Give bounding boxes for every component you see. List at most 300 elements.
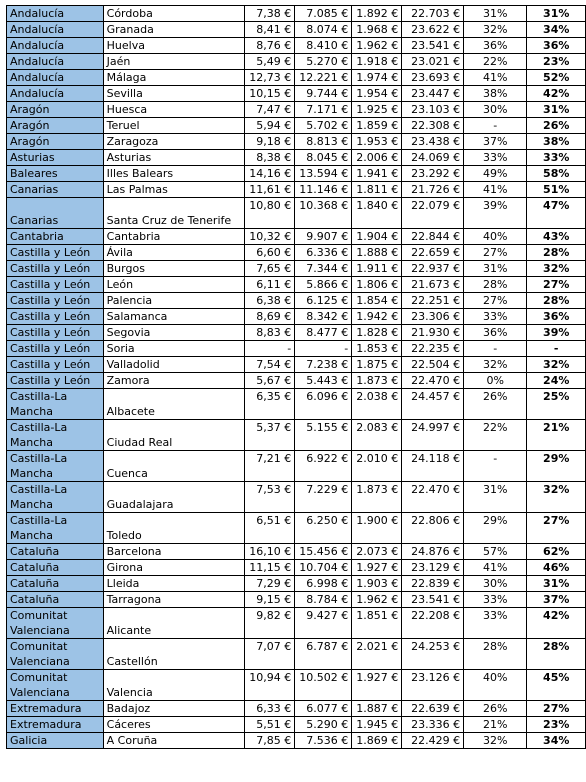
province-cell: Cáceres bbox=[103, 717, 245, 733]
annual-price-cell: 6.250 € bbox=[295, 513, 352, 544]
region-cell: Andalucía bbox=[7, 6, 104, 22]
annual-salary-cell: 22.806 € bbox=[402, 513, 464, 544]
hourly-price-cell: 10,15 € bbox=[245, 86, 295, 102]
annual-salary-cell: 24.876 € bbox=[402, 544, 464, 560]
table-body bbox=[7, 6, 586, 749]
monthly-salary-cell: 1.806 € bbox=[352, 277, 402, 293]
percent-cell: 57% bbox=[464, 544, 527, 560]
annual-price-cell: 7.085 € bbox=[295, 6, 352, 22]
region-cell: Aragón bbox=[7, 102, 104, 118]
table-row bbox=[7, 22, 586, 38]
percent-bold-cell: 31% bbox=[527, 576, 586, 592]
annual-price-cell: 8.074 € bbox=[295, 22, 352, 38]
region-cell: Castilla-La Mancha bbox=[7, 482, 104, 513]
hourly-price-cell: 7,65 € bbox=[245, 261, 295, 277]
percent-bold-cell: 47% bbox=[527, 198, 586, 229]
percent-cell: 40% bbox=[464, 670, 527, 701]
monthly-salary-cell: 1.875 € bbox=[352, 357, 402, 373]
region-cell: Cataluña bbox=[7, 592, 104, 608]
table-row bbox=[7, 670, 586, 701]
percent-cell: 37% bbox=[464, 134, 527, 150]
hourly-price-cell: 7,21 € bbox=[245, 451, 295, 482]
table-row bbox=[7, 608, 586, 639]
region-cell: Canarias bbox=[7, 198, 104, 229]
table-row bbox=[7, 6, 586, 22]
percent-bold-cell: 25% bbox=[527, 389, 586, 420]
annual-price-cell: 6.998 € bbox=[295, 576, 352, 592]
annual-price-cell: 8.342 € bbox=[295, 309, 352, 325]
province-cell: Córdoba bbox=[103, 6, 245, 22]
annual-salary-cell: 23.447 € bbox=[402, 86, 464, 102]
table-row bbox=[7, 245, 586, 261]
annual-price-cell: 5.866 € bbox=[295, 277, 352, 293]
percent-cell: 27% bbox=[464, 245, 527, 261]
region-cell: Galicia bbox=[7, 733, 104, 749]
monthly-salary-cell: 1.840 € bbox=[352, 198, 402, 229]
percent-bold-cell: 23% bbox=[527, 54, 586, 70]
region-cell: Andalucía bbox=[7, 70, 104, 86]
region-cell: Castilla y León bbox=[7, 293, 104, 309]
region-cell: Castilla y León bbox=[7, 373, 104, 389]
percent-bold-cell: 33% bbox=[527, 150, 586, 166]
annual-salary-cell: 22.703 € bbox=[402, 6, 464, 22]
province-cell: Zaragoza bbox=[103, 134, 245, 150]
annual-salary-cell: 23.622 € bbox=[402, 22, 464, 38]
monthly-salary-cell: 1.942 € bbox=[352, 309, 402, 325]
region-cell: Aragón bbox=[7, 134, 104, 150]
hourly-price-cell: 5,67 € bbox=[245, 373, 295, 389]
percent-bold-cell: 37% bbox=[527, 592, 586, 608]
province-cell: Teruel bbox=[103, 118, 245, 134]
annual-salary-cell: 22.470 € bbox=[402, 482, 464, 513]
province-cell: Huelva bbox=[103, 38, 245, 54]
region-cell: Castilla y León bbox=[7, 341, 104, 357]
annual-salary-cell: 22.079 € bbox=[402, 198, 464, 229]
monthly-salary-cell: 1.927 € bbox=[352, 560, 402, 576]
monthly-salary-cell: 2.073 € bbox=[352, 544, 402, 560]
percent-bold-cell: 45% bbox=[527, 670, 586, 701]
percent-cell: 33% bbox=[464, 592, 527, 608]
province-cell: Lleida bbox=[103, 576, 245, 592]
hourly-price-cell: 16,10 € bbox=[245, 544, 295, 560]
annual-price-cell: 5.270 € bbox=[295, 54, 352, 70]
monthly-salary-cell: 1.911 € bbox=[352, 261, 402, 277]
province-table bbox=[6, 5, 586, 749]
hourly-price-cell: 10,94 € bbox=[245, 670, 295, 701]
annual-salary-cell: 23.693 € bbox=[402, 70, 464, 86]
region-cell: Castilla y León bbox=[7, 357, 104, 373]
region-cell: Castilla y León bbox=[7, 325, 104, 341]
hourly-price-cell: 5,51 € bbox=[245, 717, 295, 733]
table-row bbox=[7, 134, 586, 150]
percent-bold-cell: 27% bbox=[527, 513, 586, 544]
annual-price-cell: 9.907 € bbox=[295, 229, 352, 245]
monthly-salary-cell: 1.918 € bbox=[352, 54, 402, 70]
table-row bbox=[7, 277, 586, 293]
monthly-salary-cell: 1.962 € bbox=[352, 38, 402, 54]
table-row bbox=[7, 182, 586, 198]
region-cell: Aragón bbox=[7, 118, 104, 134]
annual-salary-cell: 23.292 € bbox=[402, 166, 464, 182]
percent-cell: - bbox=[464, 451, 527, 482]
annual-price-cell: 12.221 € bbox=[295, 70, 352, 86]
percent-cell: 0% bbox=[464, 373, 527, 389]
percent-cell: 22% bbox=[464, 54, 527, 70]
hourly-price-cell: 6,33 € bbox=[245, 701, 295, 717]
hourly-price-cell: 8,69 € bbox=[245, 309, 295, 325]
percent-bold-cell: 36% bbox=[527, 38, 586, 54]
table-row bbox=[7, 261, 586, 277]
table-row bbox=[7, 118, 586, 134]
percent-cell: 39% bbox=[464, 198, 527, 229]
hourly-price-cell: 7,54 € bbox=[245, 357, 295, 373]
monthly-salary-cell: 1.945 € bbox=[352, 717, 402, 733]
monthly-salary-cell: 2.021 € bbox=[352, 639, 402, 670]
region-cell: Castilla y León bbox=[7, 261, 104, 277]
annual-salary-cell: 23.129 € bbox=[402, 560, 464, 576]
table-row bbox=[7, 544, 586, 560]
percent-cell: 30% bbox=[464, 576, 527, 592]
annual-salary-cell: 23.306 € bbox=[402, 309, 464, 325]
region-cell: Baleares bbox=[7, 166, 104, 182]
table-row bbox=[7, 229, 586, 245]
annual-price-cell: 5.443 € bbox=[295, 373, 352, 389]
percent-bold-cell: 24% bbox=[527, 373, 586, 389]
percent-cell: 31% bbox=[464, 261, 527, 277]
annual-salary-cell: 22.937 € bbox=[402, 261, 464, 277]
percent-bold-cell: 42% bbox=[527, 86, 586, 102]
province-cell: Valladolid bbox=[103, 357, 245, 373]
percent-cell: 33% bbox=[464, 309, 527, 325]
province-cell: Palencia bbox=[103, 293, 245, 309]
province-cell: Burgos bbox=[103, 261, 245, 277]
annual-price-cell: 8.784 € bbox=[295, 592, 352, 608]
annual-salary-cell: 22.251 € bbox=[402, 293, 464, 309]
percent-cell: 33% bbox=[464, 608, 527, 639]
percent-cell: 27% bbox=[464, 293, 527, 309]
region-cell: Cantabria bbox=[7, 229, 104, 245]
percent-bold-cell: 26% bbox=[527, 118, 586, 134]
annual-salary-cell: 23.336 € bbox=[402, 717, 464, 733]
hourly-price-cell: 6,35 € bbox=[245, 389, 295, 420]
annual-price-cell: 7.536 € bbox=[295, 733, 352, 749]
percent-cell: 29% bbox=[464, 513, 527, 544]
annual-price-cell: 7.171 € bbox=[295, 102, 352, 118]
annual-salary-cell: 22.470 € bbox=[402, 373, 464, 389]
percent-cell: 22% bbox=[464, 420, 527, 451]
table-row bbox=[7, 70, 586, 86]
monthly-salary-cell: 1.927 € bbox=[352, 670, 402, 701]
monthly-salary-cell: 2.038 € bbox=[352, 389, 402, 420]
monthly-salary-cell: 1.904 € bbox=[352, 229, 402, 245]
monthly-salary-cell: 1.968 € bbox=[352, 22, 402, 38]
table-row bbox=[7, 293, 586, 309]
percent-bold-cell: 21% bbox=[527, 420, 586, 451]
region-cell: Castilla-La Mancha bbox=[7, 389, 104, 420]
hourly-price-cell: 5,37 € bbox=[245, 420, 295, 451]
annual-price-cell: - bbox=[295, 341, 352, 357]
hourly-price-cell: 10,32 € bbox=[245, 229, 295, 245]
region-cell: Asturias bbox=[7, 150, 104, 166]
percent-cell: 41% bbox=[464, 70, 527, 86]
annual-price-cell: 5.290 € bbox=[295, 717, 352, 733]
hourly-price-cell: 7,07 € bbox=[245, 639, 295, 670]
monthly-salary-cell: 1.811 € bbox=[352, 182, 402, 198]
annual-price-cell: 10.704 € bbox=[295, 560, 352, 576]
percent-cell: 26% bbox=[464, 701, 527, 717]
region-cell: Cataluña bbox=[7, 576, 104, 592]
monthly-salary-cell: 1.854 € bbox=[352, 293, 402, 309]
table-row bbox=[7, 592, 586, 608]
hourly-price-cell: 7,47 € bbox=[245, 102, 295, 118]
percent-cell: 36% bbox=[464, 38, 527, 54]
percent-cell: 41% bbox=[464, 560, 527, 576]
monthly-salary-cell: 1.925 € bbox=[352, 102, 402, 118]
table-row bbox=[7, 150, 586, 166]
monthly-salary-cell: 2.083 € bbox=[352, 420, 402, 451]
table-row bbox=[7, 357, 586, 373]
annual-price-cell: 6.336 € bbox=[295, 245, 352, 261]
annual-salary-cell: 24.069 € bbox=[402, 150, 464, 166]
percent-bold-cell: 32% bbox=[527, 357, 586, 373]
annual-salary-cell: 23.438 € bbox=[402, 134, 464, 150]
region-cell: Andalucía bbox=[7, 86, 104, 102]
annual-salary-cell: 24.253 € bbox=[402, 639, 464, 670]
percent-bold-cell: 29% bbox=[527, 451, 586, 482]
province-cell: Badajoz bbox=[103, 701, 245, 717]
annual-salary-cell: 23.541 € bbox=[402, 38, 464, 54]
percent-bold-cell: 38% bbox=[527, 134, 586, 150]
annual-price-cell: 11.146 € bbox=[295, 182, 352, 198]
percent-cell: 32% bbox=[464, 733, 527, 749]
monthly-salary-cell: 1.869 € bbox=[352, 733, 402, 749]
annual-salary-cell: 23.103 € bbox=[402, 102, 464, 118]
province-cell: A Coruña bbox=[103, 733, 245, 749]
province-cell: Illes Balears bbox=[103, 166, 245, 182]
region-cell: Extremadura bbox=[7, 701, 104, 717]
monthly-salary-cell: 1.851 € bbox=[352, 608, 402, 639]
annual-price-cell: 8.813 € bbox=[295, 134, 352, 150]
percent-cell: 28% bbox=[464, 277, 527, 293]
monthly-salary-cell: 1.962 € bbox=[352, 592, 402, 608]
annual-price-cell: 6.096 € bbox=[295, 389, 352, 420]
annual-salary-cell: 22.504 € bbox=[402, 357, 464, 373]
province-cell: Málaga bbox=[103, 70, 245, 86]
province-cell: Valencia bbox=[103, 670, 245, 701]
percent-cell: 49% bbox=[464, 166, 527, 182]
province-cell: Cuenca bbox=[103, 451, 245, 482]
hourly-price-cell: 9,82 € bbox=[245, 608, 295, 639]
percent-bold-cell: 43% bbox=[527, 229, 586, 245]
annual-price-cell: 6.125 € bbox=[295, 293, 352, 309]
percent-bold-cell: 42% bbox=[527, 608, 586, 639]
annual-salary-cell: 22.308 € bbox=[402, 118, 464, 134]
annual-salary-cell: 22.235 € bbox=[402, 341, 464, 357]
hourly-price-cell: 6,38 € bbox=[245, 293, 295, 309]
hourly-price-cell: 5,49 € bbox=[245, 54, 295, 70]
annual-price-cell: 7.344 € bbox=[295, 261, 352, 277]
table-row bbox=[7, 482, 586, 513]
annual-price-cell: 5.702 € bbox=[295, 118, 352, 134]
percent-cell: 21% bbox=[464, 717, 527, 733]
monthly-salary-cell: 1.887 € bbox=[352, 701, 402, 717]
hourly-price-cell: 6,60 € bbox=[245, 245, 295, 261]
province-cell: Santa Cruz de Tenerife bbox=[103, 198, 245, 229]
percent-bold-cell: 23% bbox=[527, 717, 586, 733]
region-cell: Castilla y León bbox=[7, 277, 104, 293]
hourly-price-cell: 6,11 € bbox=[245, 277, 295, 293]
table-row bbox=[7, 325, 586, 341]
table-row bbox=[7, 198, 586, 229]
table-row bbox=[7, 86, 586, 102]
province-cell: Girona bbox=[103, 560, 245, 576]
percent-cell: - bbox=[464, 118, 527, 134]
annual-salary-cell: 21.673 € bbox=[402, 277, 464, 293]
percent-bold-cell: 31% bbox=[527, 6, 586, 22]
percent-cell: 33% bbox=[464, 150, 527, 166]
monthly-salary-cell: 1.828 € bbox=[352, 325, 402, 341]
hourly-price-cell: 11,61 € bbox=[245, 182, 295, 198]
hourly-price-cell: 9,18 € bbox=[245, 134, 295, 150]
province-cell: Sevilla bbox=[103, 86, 245, 102]
annual-price-cell: 7.238 € bbox=[295, 357, 352, 373]
province-cell: Huesca bbox=[103, 102, 245, 118]
province-cell: Alicante bbox=[103, 608, 245, 639]
hourly-price-cell: 7,85 € bbox=[245, 733, 295, 749]
province-cell: Guadalajara bbox=[103, 482, 245, 513]
region-cell: Andalucía bbox=[7, 54, 104, 70]
percent-bold-cell: 32% bbox=[527, 261, 586, 277]
hourly-price-cell: 7,29 € bbox=[245, 576, 295, 592]
monthly-salary-cell: 1.974 € bbox=[352, 70, 402, 86]
percent-cell: 32% bbox=[464, 357, 527, 373]
percent-bold-cell: 27% bbox=[527, 701, 586, 717]
province-cell: Zamora bbox=[103, 373, 245, 389]
annual-price-cell: 13.594 € bbox=[295, 166, 352, 182]
province-cell: León bbox=[103, 277, 245, 293]
province-cell: Asturias bbox=[103, 150, 245, 166]
percent-bold-cell: 28% bbox=[527, 245, 586, 261]
monthly-salary-cell: 2.006 € bbox=[352, 150, 402, 166]
annual-price-cell: 6.077 € bbox=[295, 701, 352, 717]
table-row bbox=[7, 560, 586, 576]
table-row bbox=[7, 54, 586, 70]
percent-cell: 31% bbox=[464, 482, 527, 513]
region-cell: Comunitat Valenciana bbox=[7, 608, 104, 639]
region-cell: Castilla y León bbox=[7, 309, 104, 325]
table-row bbox=[7, 309, 586, 325]
hourly-price-cell: 11,15 € bbox=[245, 560, 295, 576]
monthly-salary-cell: 1.953 € bbox=[352, 134, 402, 150]
hourly-price-cell: 12,73 € bbox=[245, 70, 295, 86]
percent-cell: 26% bbox=[464, 389, 527, 420]
annual-price-cell: 15.456 € bbox=[295, 544, 352, 560]
table-row bbox=[7, 513, 586, 544]
table-row bbox=[7, 373, 586, 389]
annual-price-cell: 9.427 € bbox=[295, 608, 352, 639]
annual-price-cell: 5.155 € bbox=[295, 420, 352, 451]
percent-bold-cell: 34% bbox=[527, 733, 586, 749]
annual-salary-cell: 22.659 € bbox=[402, 245, 464, 261]
region-cell: Castilla-La Mancha bbox=[7, 451, 104, 482]
percent-bold-cell: 27% bbox=[527, 277, 586, 293]
percent-cell: 38% bbox=[464, 86, 527, 102]
province-cell: Segovia bbox=[103, 325, 245, 341]
hourly-price-cell: 14,16 € bbox=[245, 166, 295, 182]
table-row bbox=[7, 38, 586, 54]
annual-price-cell: 9.744 € bbox=[295, 86, 352, 102]
region-cell: Andalucía bbox=[7, 22, 104, 38]
annual-salary-cell: 23.541 € bbox=[402, 592, 464, 608]
percent-bold-cell: 28% bbox=[527, 293, 586, 309]
percent-cell: - bbox=[464, 341, 527, 357]
table-row bbox=[7, 576, 586, 592]
province-cell: Tarragona bbox=[103, 592, 245, 608]
region-cell: Castilla-La Mancha bbox=[7, 420, 104, 451]
table-row bbox=[7, 389, 586, 420]
province-cell: Ciudad Real bbox=[103, 420, 245, 451]
monthly-salary-cell: 1.853 € bbox=[352, 341, 402, 357]
table-row bbox=[7, 639, 586, 670]
region-cell: Castilla-La Mancha bbox=[7, 513, 104, 544]
percent-bold-cell: 31% bbox=[527, 102, 586, 118]
annual-price-cell: 8.045 € bbox=[295, 150, 352, 166]
percent-bold-cell: 58% bbox=[527, 166, 586, 182]
percent-bold-cell: 39% bbox=[527, 325, 586, 341]
percent-bold-cell: 51% bbox=[527, 182, 586, 198]
region-cell: Cataluña bbox=[7, 544, 104, 560]
province-cell: Jaén bbox=[103, 54, 245, 70]
monthly-salary-cell: 1.873 € bbox=[352, 373, 402, 389]
monthly-salary-cell: 1.892 € bbox=[352, 6, 402, 22]
hourly-price-cell: 10,80 € bbox=[245, 198, 295, 229]
hourly-price-cell: 7,53 € bbox=[245, 482, 295, 513]
table-row bbox=[7, 166, 586, 182]
annual-price-cell: 7.229 € bbox=[295, 482, 352, 513]
hourly-price-cell: 8,76 € bbox=[245, 38, 295, 54]
data-table-container bbox=[6, 5, 586, 749]
region-cell: Andalucía bbox=[7, 38, 104, 54]
annual-salary-cell: 21.726 € bbox=[402, 182, 464, 198]
monthly-salary-cell: 1.859 € bbox=[352, 118, 402, 134]
annual-salary-cell: 23.021 € bbox=[402, 54, 464, 70]
hourly-price-cell: 5,94 € bbox=[245, 118, 295, 134]
table-row bbox=[7, 451, 586, 482]
percent-cell: 32% bbox=[464, 22, 527, 38]
annual-price-cell: 6.922 € bbox=[295, 451, 352, 482]
percent-bold-cell: 46% bbox=[527, 560, 586, 576]
hourly-price-cell: 8,38 € bbox=[245, 150, 295, 166]
percent-cell: 40% bbox=[464, 229, 527, 245]
percent-bold-cell: 36% bbox=[527, 309, 586, 325]
annual-salary-cell: 24.997 € bbox=[402, 420, 464, 451]
monthly-salary-cell: 1.888 € bbox=[352, 245, 402, 261]
hourly-price-cell: 6,51 € bbox=[245, 513, 295, 544]
region-cell: Cataluña bbox=[7, 560, 104, 576]
region-cell: Comunitat Valenciana bbox=[7, 670, 104, 701]
annual-price-cell: 6.787 € bbox=[295, 639, 352, 670]
table-row bbox=[7, 420, 586, 451]
annual-salary-cell: 22.839 € bbox=[402, 576, 464, 592]
province-cell: Ávila bbox=[103, 245, 245, 261]
annual-salary-cell: 22.639 € bbox=[402, 701, 464, 717]
table-row bbox=[7, 102, 586, 118]
percent-bold-cell: - bbox=[527, 341, 586, 357]
hourly-price-cell: 9,15 € bbox=[245, 592, 295, 608]
province-cell: Toledo bbox=[103, 513, 245, 544]
province-cell: Castellón bbox=[103, 639, 245, 670]
monthly-salary-cell: 1.954 € bbox=[352, 86, 402, 102]
